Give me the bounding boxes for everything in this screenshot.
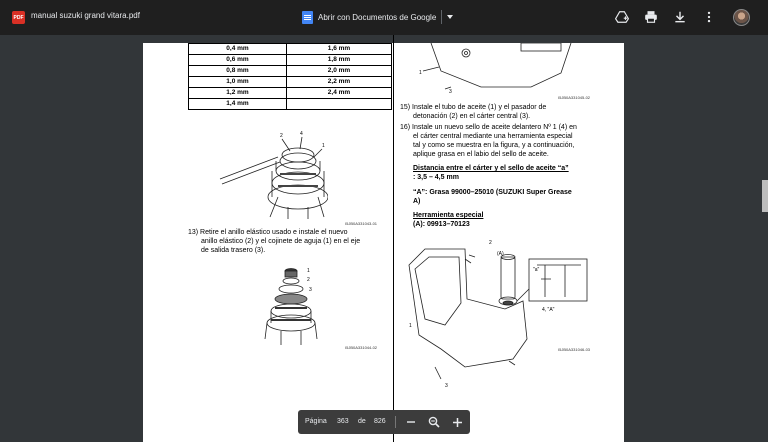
svg-text:1: 1 xyxy=(307,268,310,274)
download-icon[interactable] xyxy=(672,9,688,25)
pdf-file-icon: PDF xyxy=(12,11,25,24)
center-divider xyxy=(393,35,394,442)
add-to-drive-icon[interactable] xyxy=(614,9,630,25)
svg-text:4, "A": 4, "A" xyxy=(542,307,555,313)
table-cell: 0,6 mm xyxy=(189,55,287,66)
total-pages: 826 xyxy=(374,418,386,425)
svg-text:3: 3 xyxy=(445,383,448,389)
step-16-line: aplique grasa en el labio del sello de aceite. xyxy=(413,151,549,158)
table-row xyxy=(189,77,392,88)
figure-code: I5JB0A331046-03 xyxy=(558,347,591,352)
file-title: manual suzuki grand vitara.pdf xyxy=(31,11,140,20)
svg-text:2: 2 xyxy=(280,133,283,139)
table-row xyxy=(189,66,392,77)
grease-spec: “A”: Grasa 99000–25010 (SUZUKI Super Grease xyxy=(413,189,572,196)
special-tool-title: Herramienta especial xyxy=(413,212,484,219)
svg-text:1: 1 xyxy=(409,323,412,329)
zoom-in-icon[interactable] xyxy=(445,410,469,434)
spec-table xyxy=(188,43,392,110)
special-tool-value: (A): 09913–70123 xyxy=(413,221,470,228)
step-16-line: el cárter central mediante una herramienta especial xyxy=(413,133,573,140)
chevron-down-icon[interactable] xyxy=(447,15,453,19)
current-page-input[interactable]: 363 xyxy=(337,418,349,425)
table-cell: 1,8 mm xyxy=(287,55,392,66)
step-16-line: tal y como se muestra en la figura, y a continuación, xyxy=(413,142,575,149)
bearing-shaft-figure xyxy=(261,267,321,349)
table-cell: 2,2 mm xyxy=(287,77,392,88)
step-16-line: 16) Instale un nuevo sello de aceite delantero Nº 1 (4) en xyxy=(400,124,577,131)
svg-text:2: 2 xyxy=(307,277,310,283)
svg-text:"a": "a" xyxy=(533,267,540,273)
distance-value: : 3,5 – 4,5 mm xyxy=(413,174,459,181)
scrollbar-thumb[interactable] xyxy=(762,180,768,212)
svg-text:2: 2 xyxy=(489,240,492,246)
svg-text:1: 1 xyxy=(419,70,422,76)
table-cell: 0,4 mm xyxy=(189,44,287,55)
step-15-line: detonación (2) en el cárter central (3). xyxy=(413,113,531,120)
table-row xyxy=(189,44,392,55)
step-13-line: anillo elástico (2) y el cojinete de aguja (1) en el eje xyxy=(201,238,361,245)
zoom-reset-button[interactable] xyxy=(399,410,423,434)
table-cell: 2,0 mm xyxy=(287,66,392,77)
print-icon[interactable] xyxy=(643,9,659,25)
gear-tool-figure xyxy=(218,127,328,221)
page-label: Página xyxy=(305,418,327,425)
oil-tube-figure xyxy=(411,43,581,93)
page-of-label: de xyxy=(358,418,366,425)
table-row xyxy=(189,55,392,66)
more-vert-icon[interactable] xyxy=(701,9,717,25)
zoom-out-icon[interactable] xyxy=(422,410,446,434)
pdf-page xyxy=(143,43,624,442)
google-docs-icon xyxy=(302,11,313,24)
step-13-line: 13) Retire el anillo elástico usado e instale el nuevo xyxy=(188,229,348,236)
separator xyxy=(395,416,396,428)
separator xyxy=(441,10,442,24)
figure-code: I5JB0A331045-02 xyxy=(558,95,591,100)
oil-seal-installer-figure xyxy=(405,239,593,389)
table-cell xyxy=(287,99,392,110)
table-cell: 2,4 mm xyxy=(287,88,392,99)
table-row xyxy=(189,99,392,110)
distance-title: Distancia entre el cárter y el sello de aceite “a” xyxy=(413,165,569,172)
svg-text:3: 3 xyxy=(449,89,452,93)
step-13-line: de salida trasero (3). xyxy=(201,247,266,254)
page-navigator xyxy=(298,410,470,434)
table-cell: 1,2 mm xyxy=(189,88,287,99)
table-row xyxy=(189,88,392,99)
figure-code: I5JB0A331044-02 xyxy=(345,345,378,350)
step-15-line: 15) Instale el tubo de aceite (1) y el pasador de xyxy=(400,104,547,111)
svg-text:1: 1 xyxy=(322,143,325,149)
account-avatar[interactable] xyxy=(733,9,750,26)
table-cell: 1,0 mm xyxy=(189,77,287,88)
open-with-label: Abrir con Documentos de Google xyxy=(318,12,437,22)
minus-icon xyxy=(406,417,416,427)
table-cell: 0,8 mm xyxy=(189,66,287,77)
grease-spec: A) xyxy=(413,198,421,205)
svg-text:3: 3 xyxy=(309,287,312,293)
figure-code: I5JB0A331043-01 xyxy=(345,221,378,226)
svg-text:4: 4 xyxy=(300,131,303,137)
svg-text:(A): (A) xyxy=(497,251,504,257)
table-cell: 1,6 mm xyxy=(287,44,392,55)
open-with-google-docs-button[interactable] xyxy=(302,8,453,26)
viewer-toolbar xyxy=(0,0,768,35)
table-cell: 1,4 mm xyxy=(189,99,287,110)
